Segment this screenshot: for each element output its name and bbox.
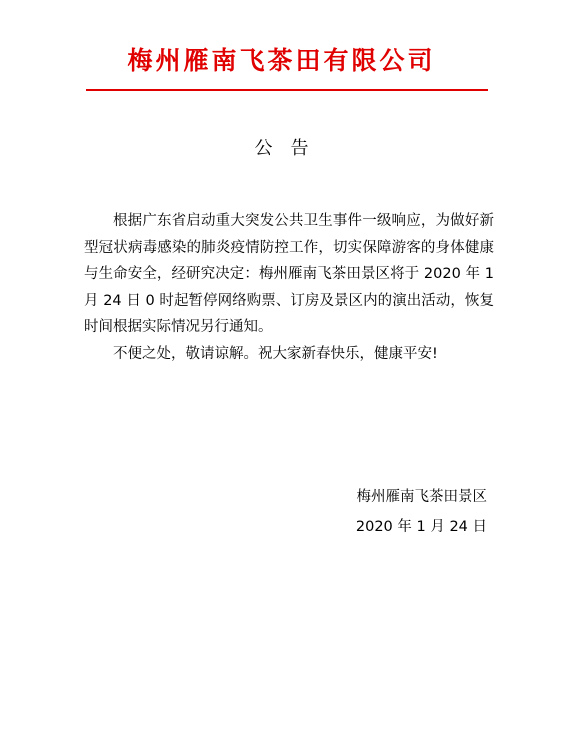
header-divider <box>86 89 488 91</box>
signature-organization: 梅州雁南飞茶田景区 <box>356 489 487 505</box>
signature-date: 2020 年 1 月 24 日 <box>355 519 487 535</box>
notice-paragraph-1: 根据广东省启动重大突发公共卫生事件一级响应，为做好新型冠状病毒感染的肺炎疫情防控工作，切实保障游客的身体健康与生命安全，经研究决定：梅州雁南飞茶田景区将于 2020 年 1 月 24 日 0 时起暂停网络购票、订房及景区内的演出活动，恢复时间根据实际情况另行通知。 <box>84 213 494 335</box>
company-name-heading: 梅州雁南飞茶田有限公司 <box>127 46 436 75</box>
signature-block <box>356 482 487 542</box>
notice-title: 公 告 <box>254 138 309 159</box>
notice-paragraph-2: 不便之处，敬请谅解。祝大家新春快乐，健康平安! <box>113 345 438 362</box>
notice-body <box>84 208 494 367</box>
